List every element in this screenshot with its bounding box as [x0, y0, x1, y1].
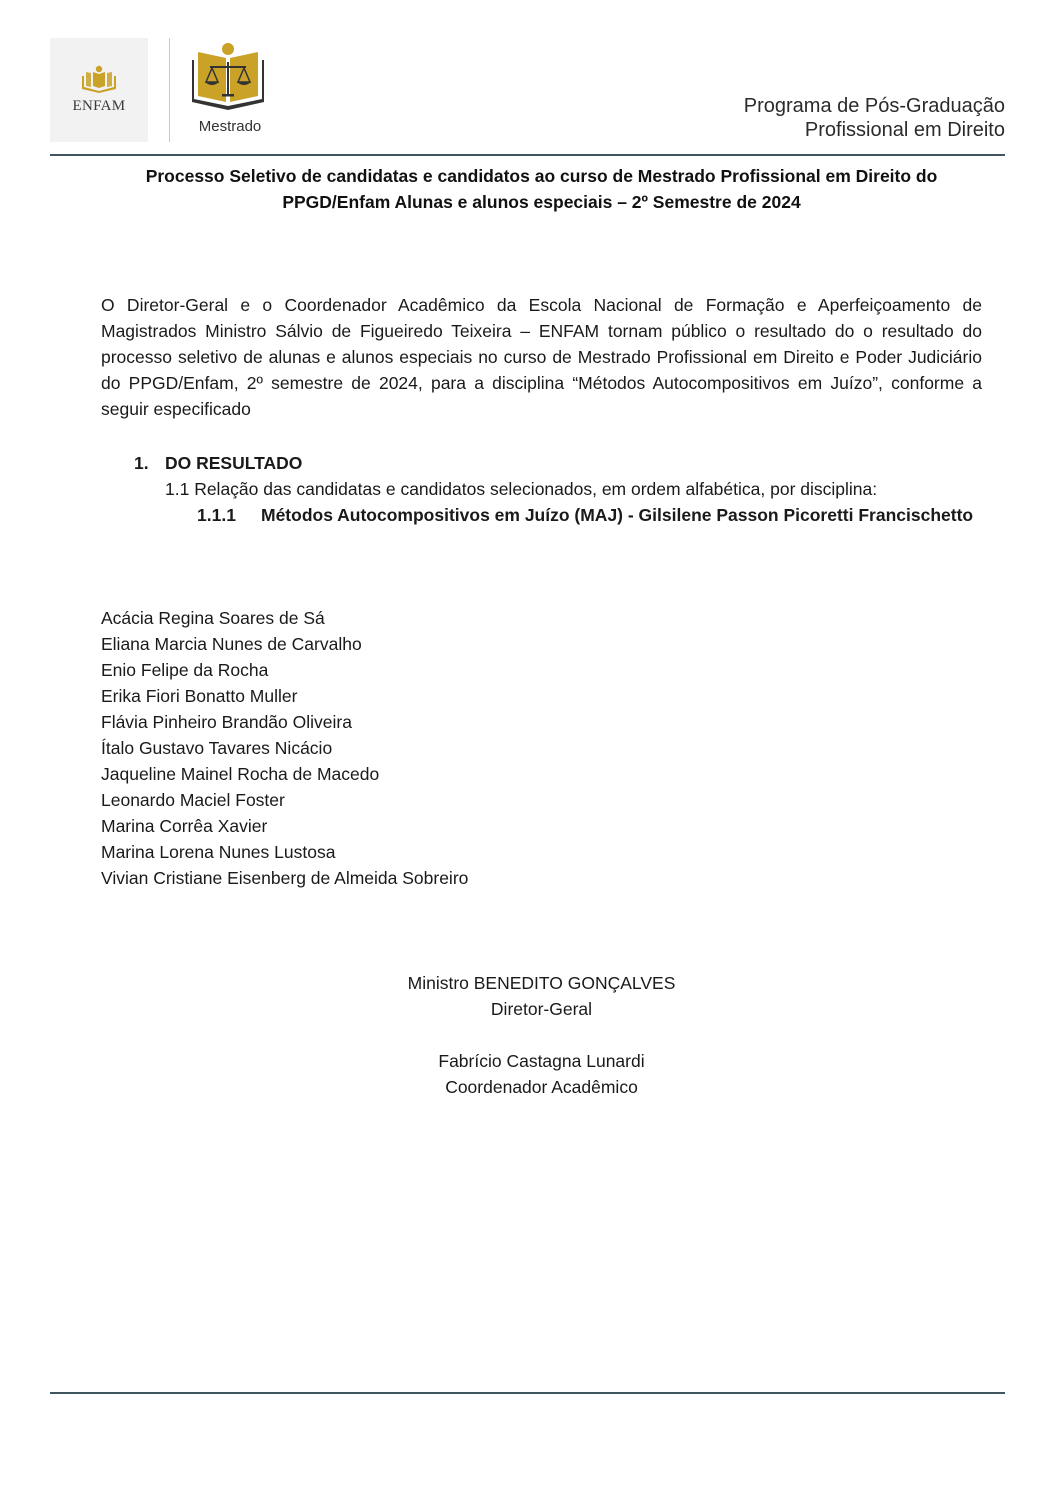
signature-role: Diretor-Geral	[490, 999, 593, 1019]
signature-block-director	[300, 970, 783, 1022]
logo-divider	[169, 38, 170, 142]
mestrado-logo-text: Mestrado	[198, 118, 262, 135]
list-item: Vivian Cristiane Eisenberg de Almeida Sobreiro	[101, 868, 469, 888]
signature-name: Ministro BENEDITO GONÇALVES	[407, 973, 676, 993]
list-item: Ítalo Gustavo Tavares Nicácio	[101, 738, 333, 758]
signature-name: Fabrício Castagna Lunardi	[438, 1051, 645, 1071]
title-line-1: Processo Seletivo de candidatas e candidatos ao curso de Mestrado Profissional em Direito do	[145, 166, 938, 186]
program-line-2: Profissional em Direito	[804, 119, 1005, 141]
section-title: DO RESULTADO	[165, 453, 303, 473]
program-name	[744, 94, 1005, 142]
enfam-logo-text: ENFAM	[72, 98, 126, 114]
list-item: Leonardo Maciel Foster	[101, 790, 285, 810]
subsection-1-1-1-text: Métodos Autocompositivos em Juízo (MAJ) - Gilsilene Passon Picoretti Francischetto	[261, 505, 974, 525]
list-item: Eliana Marcia Nunes de Carvalho	[101, 634, 362, 654]
intro-paragraph: O Diretor-Geral e o Coordenador Acadêmico da Escola Nacional de Formação e Aperfeiçoamento de Magistrados Ministro Sálvio de Figueiredo Teixeira – ENFAM tornam público o resultado do o resultado do processo seletivo de alunas e alunos especiais no curso de Mestrado Profissional em Direito e Poder Judiciário do PPGD/Enfam, 2º semestre de 2024, para a disciplina “Métodos Autocompositivos em Juízo”, conforme a seguir especificado	[101, 295, 982, 419]
list-item: Marina Lorena Nunes Lustosa	[101, 842, 336, 862]
enfam-logo	[50, 38, 148, 142]
mestrado-book-scales-icon	[192, 42, 264, 114]
list-item: Marina Corrêa Xavier	[101, 816, 268, 836]
signature-role: Coordenador Acadêmico	[445, 1077, 638, 1097]
subsection-1-1: 1.1 Relação das candidatas e candidatos selecionados, em ordem alfabética, por disciplina:	[165, 479, 878, 499]
header-rule	[50, 154, 1005, 156]
subsection-1-1-1-number: 1.1.1	[197, 505, 236, 525]
title-line-2: PPGD/Enfam Alunas e alunos especiais – 2º Semestre de 2024	[282, 192, 801, 212]
list-item: Acácia Regina Soares de Sá	[101, 608, 325, 628]
enfam-book-icon	[80, 64, 118, 96]
section-number: 1.	[134, 453, 149, 473]
list-item: Flávia Pinheiro Brandão Oliveira	[101, 712, 352, 732]
list-item: Erika Fiori Bonatto Muller	[101, 686, 298, 706]
list-item: Enio Felipe da Rocha	[101, 660, 269, 680]
document-title	[100, 163, 983, 215]
list-item: Jaqueline Mainel Rocha de Macedo	[101, 764, 380, 784]
selected-candidates-list	[101, 605, 468, 891]
program-line-1: Programa de Pós-Graduação	[743, 95, 1005, 117]
mestrado-logo	[192, 42, 264, 119]
signature-block-coordinator	[300, 1048, 783, 1100]
footer-rule	[50, 1392, 1005, 1394]
